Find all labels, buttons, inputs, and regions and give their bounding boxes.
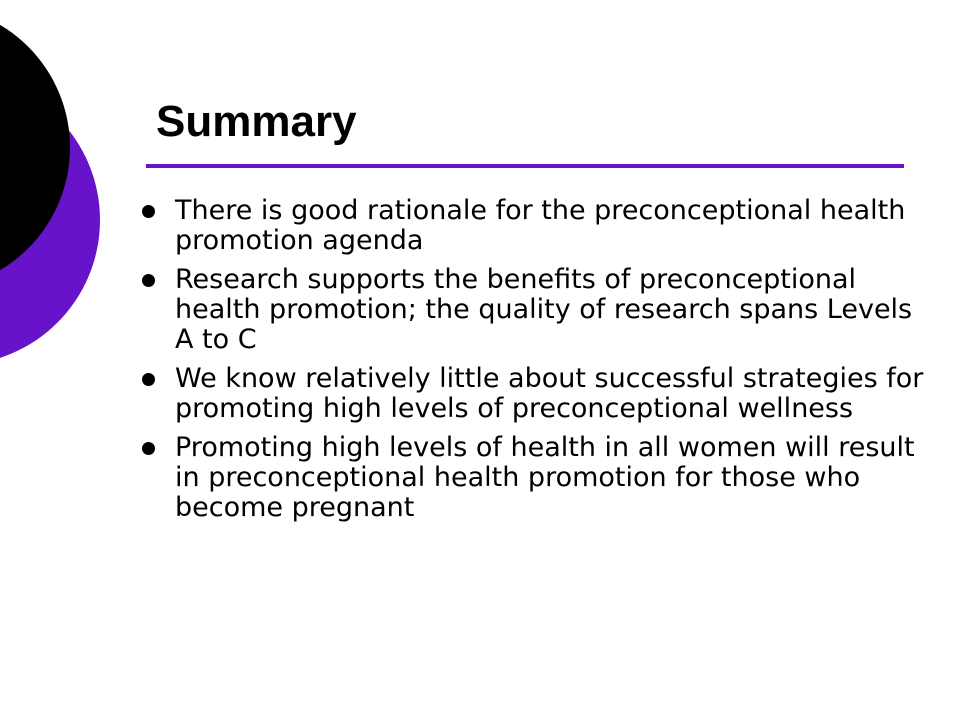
bullet-dot-icon	[142, 373, 155, 386]
slide-title: Summary	[156, 97, 357, 146]
bullet-text: Research supports the benefits of preconceptional health promotion; the quality of research spans Levels A to C	[175, 264, 913, 355]
bullet-text: There is good rationale for the preconceptional health promotion agenda	[175, 195, 906, 256]
bullet-dot-icon	[142, 205, 155, 218]
bullet-text: Promoting high levels of health in all women will result in preconceptional health promotion for those who become pregnant	[175, 432, 915, 523]
bullet-dot-icon	[142, 274, 155, 287]
bullet-text: We know relatively little about successful strategies for promoting high levels of preconceptional wellness	[175, 363, 924, 424]
bullet-item	[140, 433, 930, 523]
bullet-item	[140, 265, 930, 355]
bullet-dot-icon	[142, 442, 155, 455]
bullet-item	[140, 196, 930, 256]
bullet-item	[140, 364, 930, 424]
bullet-list	[140, 196, 930, 532]
title-underline	[146, 164, 904, 168]
